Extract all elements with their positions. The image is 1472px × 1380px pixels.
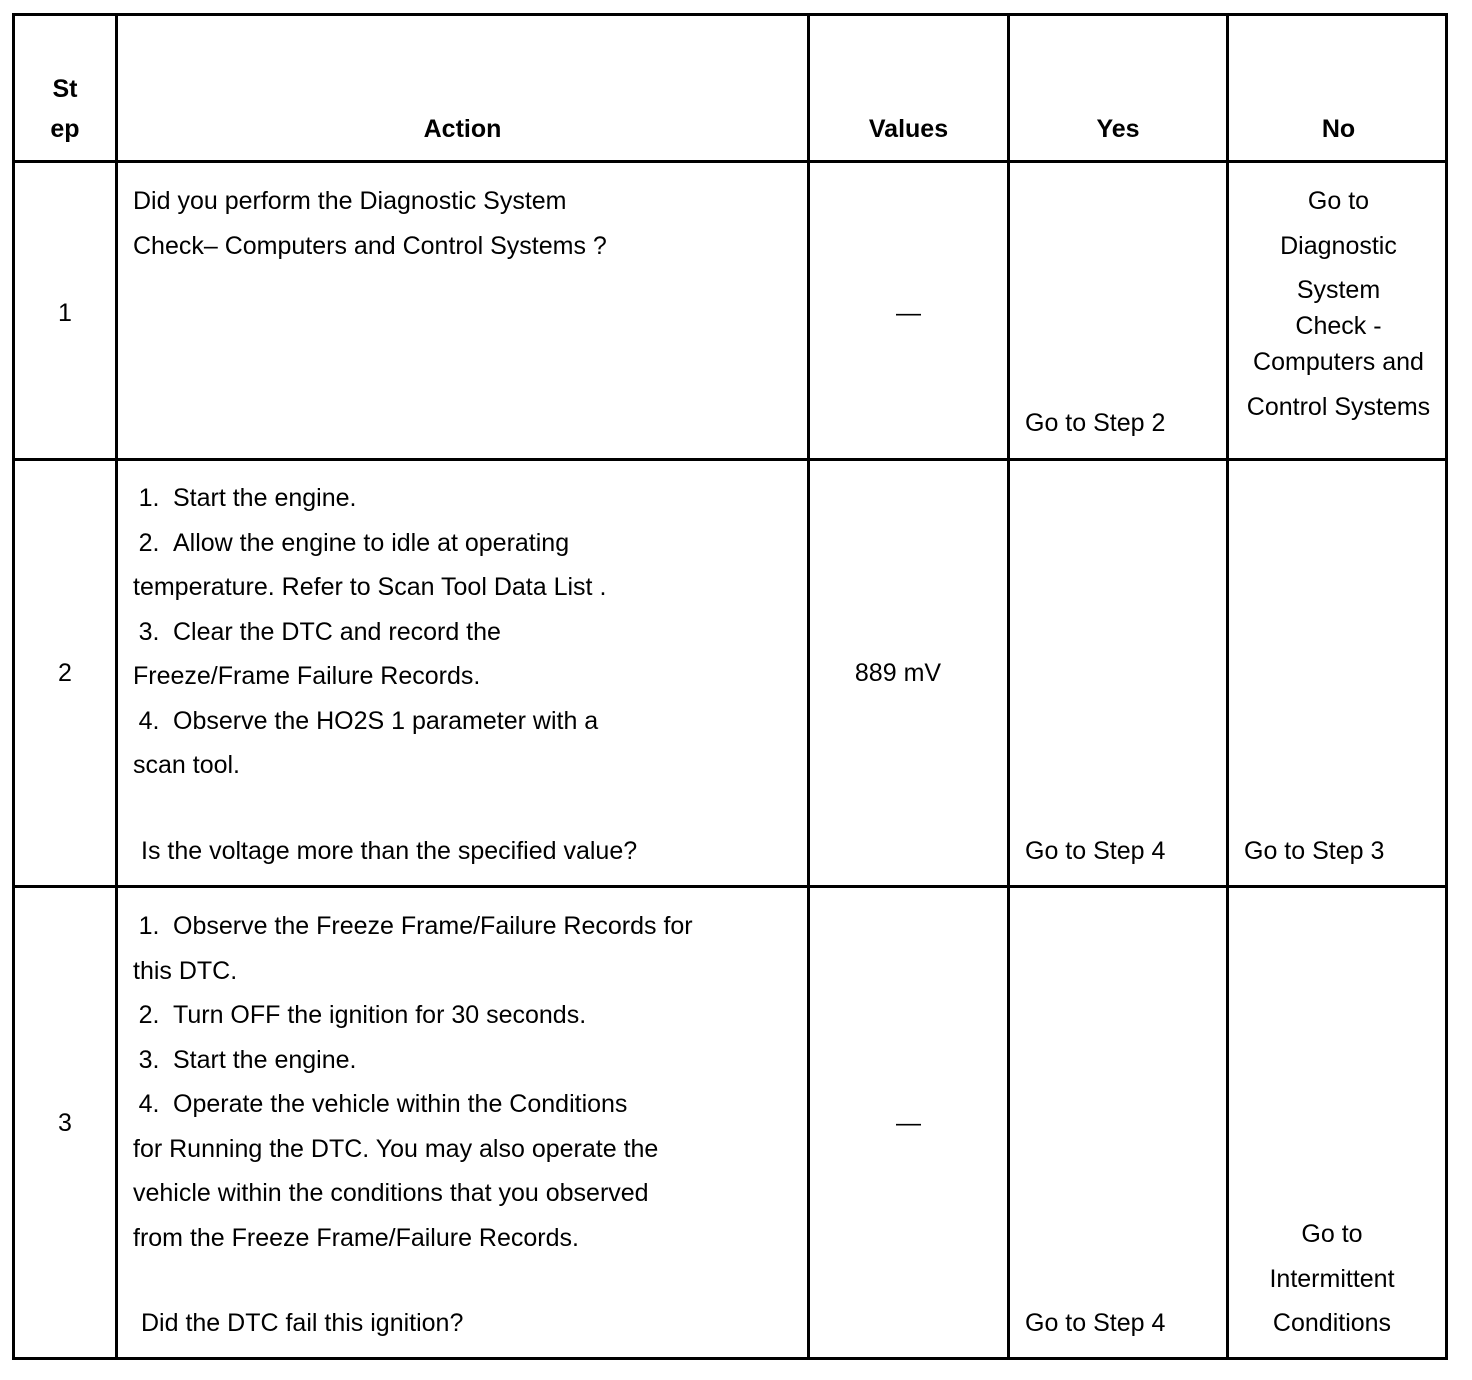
item-text: Operate the vehicle within the Conditions (173, 1090, 628, 1118)
value-text: — (896, 1109, 921, 1137)
action-question: Is the voltage more than the specified value? (141, 837, 638, 865)
item-text: temperature. Refer to Scan Tool Data List . (133, 573, 607, 601)
action-item (125, 743, 606, 788)
item-text: Turn OFF the ignition for 30 seconds. (173, 1001, 587, 1029)
item-number: 3. (138, 1045, 160, 1074)
value-text: 889 mV (854, 659, 942, 687)
action-item (125, 1127, 693, 1172)
header-yes: Yes (1096, 115, 1140, 143)
no-link-line: Conditions (1272, 1309, 1392, 1337)
item-text: Observe the Freeze Frame/Failure Records for (173, 912, 693, 940)
step-number: 2 (58, 659, 72, 687)
yes-link[interactable]: Go to Step 4 (1025, 1309, 1166, 1337)
action-text (133, 179, 607, 268)
action-item (125, 610, 606, 655)
item-number: 2. (138, 528, 160, 557)
row-divider (12, 458, 1448, 461)
item-text: Freeze/Frame Failure Records. (133, 662, 481, 690)
header-step (15, 69, 115, 149)
action-item (125, 521, 606, 566)
column-divider (1007, 13, 1010, 1360)
item-number: 1. (138, 912, 160, 940)
action-question: Did the DTC fail this ignition? (141, 1309, 464, 1337)
action-line: Check– Computers and Control Systems ? (133, 231, 607, 260)
action-item (125, 904, 693, 949)
item-text: Start the engine. (173, 484, 357, 512)
item-text: vehicle within the conditions that you observed (133, 1179, 649, 1207)
item-text: Clear the DTC and record the (173, 617, 501, 646)
value-text: — (896, 299, 921, 327)
yes-link[interactable]: Go to Step 4 (1025, 837, 1166, 865)
action-list (125, 904, 693, 1260)
action-item (125, 1038, 693, 1083)
item-number: 3. (138, 617, 160, 646)
no-link-line: Go to (1301, 1220, 1363, 1248)
no-link[interactable] (1229, 179, 1448, 429)
action-item (125, 1082, 693, 1127)
no-link-line: Diagnostic (1280, 231, 1397, 260)
item-text: Observe the HO2S 1 parameter with a (173, 706, 599, 735)
action-item (125, 993, 693, 1038)
item-text: for Running the DTC. You may also operate the (133, 1134, 659, 1163)
step-number: 1 (58, 299, 72, 327)
action-list (125, 476, 606, 788)
column-divider (115, 13, 118, 1360)
header-no: No (1321, 115, 1356, 143)
action-item (125, 654, 606, 699)
no-link-line: Check - (1295, 312, 1382, 340)
item-number: 1. (138, 484, 160, 512)
action-item (125, 949, 693, 994)
item-text: Start the engine. (173, 1045, 357, 1074)
item-number: 4. (138, 1090, 160, 1118)
action-item (125, 1171, 693, 1216)
item-number: 4. (138, 706, 160, 735)
no-link-line: Go to (1307, 187, 1370, 215)
item-text: this DTC. (133, 956, 238, 985)
item-text: scan tool. (133, 751, 241, 779)
row-divider (12, 885, 1448, 888)
no-link-line: Control Systems (1246, 392, 1431, 421)
header-step-line: St (52, 75, 78, 103)
diagnostic-table (12, 13, 1448, 1360)
action-item (125, 476, 606, 521)
action-item (125, 1216, 693, 1261)
header-action: Action (423, 115, 502, 143)
header-step-line: ep (50, 115, 80, 143)
no-link-line: Computers and (1253, 348, 1424, 376)
yes-link[interactable]: Go to Step 2 (1025, 409, 1166, 437)
item-number: 2. (138, 1001, 160, 1029)
action-item (125, 699, 606, 744)
item-text: Allow the engine to idle at operating (173, 528, 570, 557)
no-link[interactable]: Go to Step 3 (1244, 837, 1385, 865)
no-link-line: Intermittent (1269, 1264, 1395, 1293)
row-divider (12, 160, 1448, 163)
action-item (125, 565, 606, 610)
item-text: from the Freeze Frame/Failure Records. (133, 1223, 579, 1252)
header-values: Values (868, 115, 949, 143)
no-link-line: System (1296, 276, 1381, 304)
action-line: Did you perform the Diagnostic System (133, 187, 567, 215)
no-link[interactable] (1229, 1212, 1435, 1346)
step-number: 3 (58, 1109, 72, 1137)
